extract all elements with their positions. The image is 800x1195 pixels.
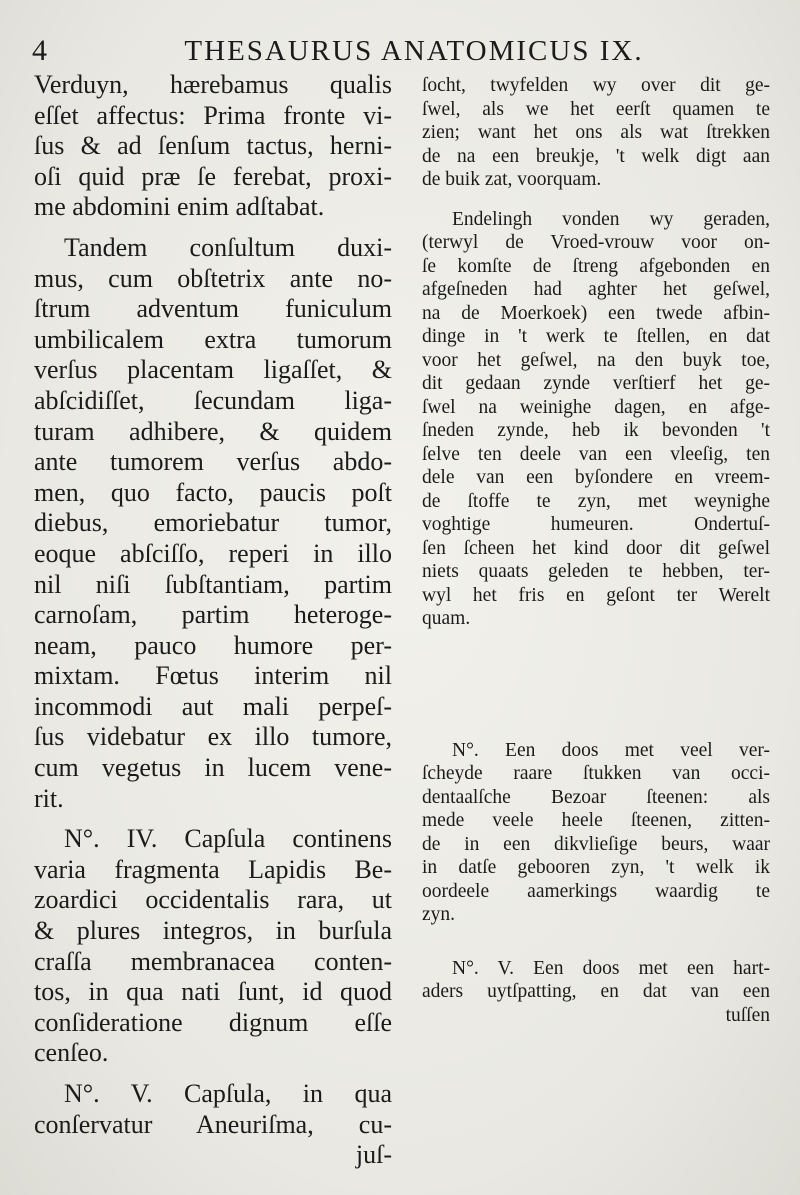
text-line: conſervatur Aneuriſma, cu- — [34, 1109, 392, 1139]
text-line: zoardici occidentalis rara, ut — [34, 885, 392, 915]
dutch-paragraph-4 — [422, 957, 770, 1028]
text-line: ante tumorem verſus abdo- — [34, 447, 392, 477]
text-line: eoque abſciſſo, reperi in illo — [34, 538, 392, 568]
catchword: juſ- — [355, 1140, 392, 1170]
text-line: neam, pauco humore per- — [34, 630, 392, 660]
text-line: ſocht, twyfelden wy over dit ge- — [422, 75, 770, 96]
text-line: varia fragmenta Lapidis Be- — [34, 854, 392, 884]
text-line: dit gedaan zynde verſtierf het ge- — [422, 373, 770, 394]
text-line: diebus, emoriebatur tumor, — [34, 508, 392, 538]
text-line: ſus & ad ſenſum tactus, herni- — [34, 131, 392, 161]
text-line: afgeſneden had aghter het geſwel, — [422, 279, 770, 300]
latin-paragraph-3 — [34, 824, 392, 1069]
text-line: Tandem conſultum duxi- — [64, 232, 392, 262]
text-line: voghtige humeuren. Ondertuſ- — [422, 514, 770, 535]
text-line: ſen ſcheen het kind door dit geſwel — [422, 537, 770, 559]
text-line: me abdomini enim adſtabat. — [34, 192, 325, 222]
text-line: niets quaats geleden te hebben, ter- — [422, 561, 770, 582]
dutch-column — [422, 74, 770, 1027]
text-line: aders uytſpatting, en dat van een — [422, 981, 770, 1002]
text-line: Endelingh vonden wy geraden, — [452, 208, 770, 230]
text-line: turam adhibere, & quidem — [34, 416, 392, 446]
text-line: N°. V. Een doos met een hart- — [452, 957, 770, 979]
latin-paragraph-4 — [34, 1079, 392, 1171]
text-line: umbilicalem extra tumorum — [34, 324, 392, 354]
text-line: zyn. — [422, 904, 456, 925]
text-line: Verduyn, hærebamus qualis — [34, 70, 392, 99]
running-title: THESAURUS ANATOMICUS IX. — [184, 35, 644, 67]
text-line: verſus placentam ligaſſet, & — [34, 355, 392, 385]
text-line: abſcidiſſet, ſecundam liga- — [34, 385, 392, 415]
text-line: dele van een byſondere en vreem- — [422, 467, 770, 488]
text-line: mus, cum obſtetrix ante no- — [34, 263, 392, 293]
dutch-paragraph-3 — [422, 739, 770, 927]
text-line: N°. V. Capſula, in qua — [64, 1079, 392, 1108]
text-line: dentaalſche Bezoar ſteenen: als — [422, 786, 770, 808]
text-line: in datſe gebooren zyn, 't welk ik — [422, 857, 770, 878]
text-line: carnoſam, partim heteroge- — [34, 600, 392, 630]
text-line: cum vegetus in lucem vene- — [34, 753, 392, 783]
text-line: ſcheyde raare ſtukken van occi- — [422, 763, 770, 784]
text-line: conſideratione dignum eſſe — [34, 1007, 392, 1037]
text-line: (terwyl de Vroed-vrouw voor on- — [422, 232, 770, 253]
text-line: oſi quid præ ſe ferebat, proxi- — [34, 161, 392, 191]
text-line: mixtam. Fœtus interim nil — [34, 661, 392, 691]
text-line: wyl het fris en geſont ter Werelt — [422, 584, 770, 606]
text-line: ſtrum adventum funiculum — [34, 294, 392, 324]
text-line: tos, in qua nati ſunt, id quod — [34, 977, 392, 1007]
text-line: ſwel, als we het eerſt quamen te — [422, 98, 770, 120]
text-line: dinge in 't werk te ſtellen, en dat — [422, 326, 770, 347]
text-line: ſneden zynde, heb ik bevonden 't — [422, 420, 770, 441]
dutch-paragraph-2 — [422, 208, 770, 631]
text-line: voor het geſwel, na den buyk toe, — [422, 349, 770, 371]
page-header — [32, 30, 776, 70]
text-line: & plures integros, in burſula — [34, 916, 392, 946]
page-number: 4 — [32, 34, 47, 67]
text-line: craſſa membranacea conten- — [34, 946, 392, 976]
text-line: zien; want het ons als wat ſtrekken — [422, 122, 770, 143]
text-line: nil niſi ſubſtantiam, partim — [34, 569, 392, 599]
dutch-paragraph-1 — [422, 74, 770, 192]
text-line: de ſtoffe te zyn, met weynighe — [422, 490, 770, 512]
latin-paragraph-2 — [34, 233, 392, 814]
text-line: rit. — [34, 783, 64, 813]
text-line: oordeele aamerkings waardig te — [422, 880, 770, 902]
text-line: men, quo facto, paucis poſt — [34, 477, 392, 507]
text-line: ſe komſte de ſtreng afgebonden en — [422, 255, 770, 277]
catchword: tuſſen — [725, 1004, 770, 1026]
text-line: incommodi aut mali perpeſ- — [34, 691, 392, 721]
text-line: cenſeo. — [34, 1038, 109, 1068]
text-line: de buik zat, voorquam. — [422, 169, 602, 190]
text-line: N°. IV. Capſula continens — [64, 824, 392, 854]
text-line: de na een breukje, 't welk digt aan — [422, 145, 770, 167]
text-line: ſelve ten deele van een vleeſig, ten — [422, 443, 770, 465]
text-line: ſwel na weinighe dagen, en afge- — [422, 396, 770, 418]
text-line: de in een dikvlieſige beurs, waar — [422, 833, 770, 855]
text-line: quam. — [422, 608, 471, 629]
text-line: eſſet affectus: Prima fronte vi- — [34, 100, 392, 130]
latin-column — [34, 70, 392, 1171]
text-line: ſus videbatur ex illo tumore, — [34, 722, 392, 752]
text-line: N°. Een doos met veel ver- — [452, 739, 770, 761]
text-line: na de Moerkoek) een twede afbin- — [422, 302, 770, 324]
latin-paragraph-1 — [34, 70, 392, 223]
text-line: mede veele heele ſteenen, zitten- — [422, 810, 770, 831]
